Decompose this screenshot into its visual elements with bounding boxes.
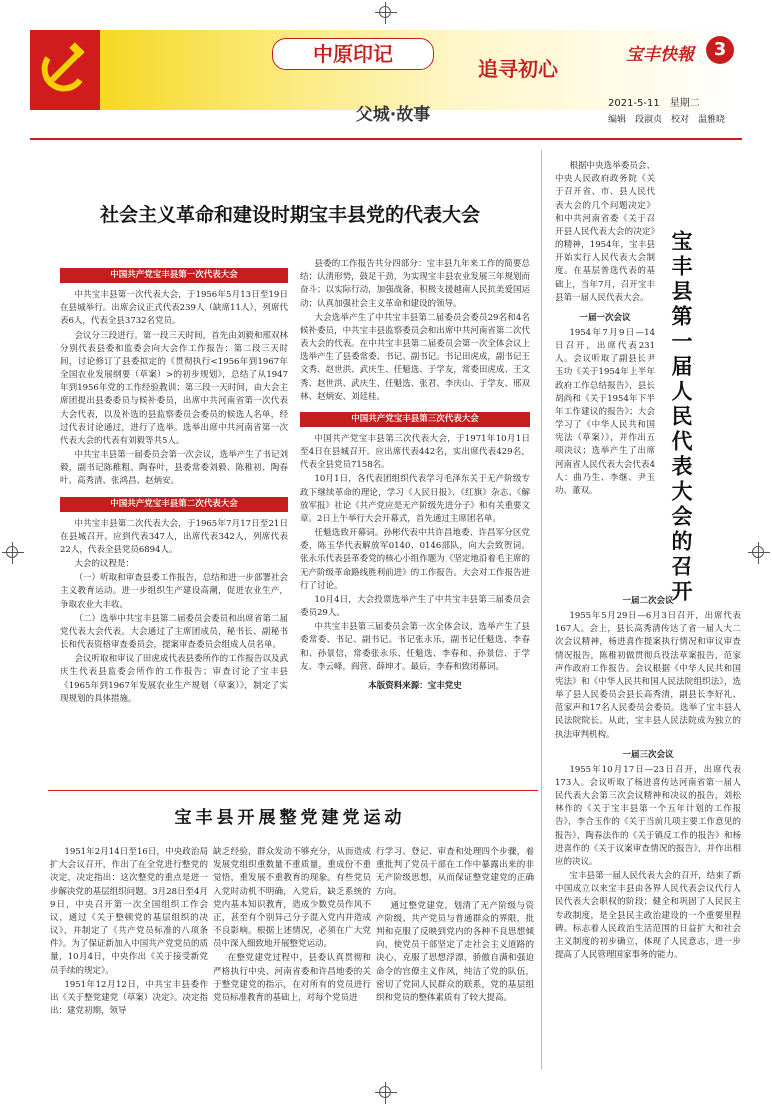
banner-left	[272, 38, 434, 70]
section-title-text: 父城·故事	[355, 105, 431, 125]
paragraph: 在整党建党过程中，县委认真贯彻和严格执行中央、河南省委和许昌地委的关于整党建党的指示，在对所有的党员进行党员标准教育的基础上，对每个党员进	[213, 953, 371, 1003]
banner-right	[450, 54, 586, 84]
page-number-badge	[706, 36, 734, 64]
page-header	[30, 30, 742, 142]
article3-title-text: 宝丰县第一届人民代表大会的召开	[669, 230, 693, 605]
article2-col1	[50, 846, 208, 1019]
paragraph: 行学习、登记、审查和处理四个步骤，着重批判了党员干部在工作中暴露出来的非无产阶级思想，从而保证整党建党的正确方向。	[376, 847, 534, 897]
paragraph: 1951年12月12日，中共宝丰县委作出《关于整党建党（草案）决定》。决定指出：建党初期，领导	[50, 979, 208, 1017]
banner-left-text: 中原印记	[313, 42, 393, 66]
article2-col2	[213, 846, 371, 1006]
article1-col2	[300, 258, 530, 691]
paragraph: 县委的工作报告共分四部分：宝丰县九年来工作的简要总结；认清形势，鼓足干劲，为实现宝丰县农业发展三年规划而奋斗；以实际行动，加强战备，积极支援越南人民抗美爱国运动；认真加强社会主义革命和建设的领导。	[300, 259, 530, 309]
paragraph: 会议听取和审议了田虎成代表县委所作的工作报告以及武庆生代表县监委会所作的工作报告；审查讨论了宝丰县《1965年到1967年发展农业生产规划（草案）》，制定了实现规划的具体措施。	[60, 654, 288, 704]
paragraph: 10月1日，各代表团组织代表学习毛泽东关于无产阶级专政下继续革命的理论，学习《人民日报》、《红旗》杂志、《解放军报》社论《共产党应是无产阶级先进分子》和有关重要文章。2日上午举行大会开幕式，首先通过主席团名单。	[300, 474, 530, 524]
sub3-bar: 中国共产党宝丰县第三次代表大会	[300, 412, 530, 427]
paragraph: （一）听取和审查县委工作报告，总结和进一步部署社会主义教育运动。进一步组织生产建设高潮，促进农业生产，争取农业大丰收。	[60, 573, 288, 610]
banner-right-text: 追寻初心	[478, 57, 558, 81]
paragraph: 中共宝丰县第三届委员会第一次全体会议，选举产生了县委常委、书记、副书记。书记张永乐，副书记任魁选、李春和、孙景信，常委张永乐、任魁选、李春和、孙景信、于学友、李云峰，阎营、薛坤才。最后，李春和致闭幕词。	[300, 622, 530, 672]
page-number: 3	[713, 39, 727, 60]
registration-mark-top	[375, 2, 397, 24]
paragraph: 1954年7月9日—14日召开，出席代表231人。会议听取了副县长尹玉功《关于1954年上半年政府工作总结报告》，县长胡尚和《关于1954年下半年工作建议的报告》；大会学习了《中华人民共和国宪法（草案）》，并作出五项决议；选举产生了出席河南省人民代表大会代表4人：曲乃生、李继、尹玉功、董双。	[555, 327, 655, 496]
registration-mark-bottom	[375, 1082, 397, 1104]
paragraph: 中国共产党宝丰县第三次代表大会，于1971年10月1日至4日在县城召开。应出席代表442名，实出席代表429名，代表全县党员7158名。	[300, 433, 530, 471]
article1-col1	[60, 268, 288, 707]
sub2-bar: 中国共产党宝丰县第二次代表大会	[60, 497, 288, 512]
paragraph: 10月4日，大会投票选举产生了中共宝丰县第三届委员会委员29人。	[300, 594, 530, 619]
s2-heading: 一届二次会议	[622, 596, 674, 606]
paragraph: 根据中央选举委员会、中央人民政府政务院《关于召开省、市、县人民代表大会的几个问题决定》和中共河南省委《关于召开县人民代表大会的决定》的精神，1954年，宝丰县开始实行人民代表大会制度。在基层普选代表的基础上，当年7月，召开宝丰县第一届人民代表大会。	[555, 161, 655, 303]
paper-name: 宝丰快報	[626, 45, 694, 65]
source-line: 本版资料来源：宝丰党史	[368, 680, 462, 691]
section-title	[318, 100, 468, 130]
paragraph: 1955年10月17日—23日召开，出席代表173人。会议听取了杨进喜传达河南省第一届人民代表大会第三次会议精神和决议的报告，刘松林作的《关于宝丰县第一个五年计划的工作报告》，李合玉作的《关于当前几项主要工作意见的报告》，陶春法作的《关于镇反工作的报告》和杨进喜作的《关于议案审查情况的报告》，并作出相应的决议。	[555, 764, 741, 867]
registration-mark-left	[2, 542, 24, 564]
article3-intro	[555, 160, 655, 499]
s1-heading: 一届一次会议	[579, 312, 631, 323]
article3-title	[666, 230, 696, 605]
paragraph: 中共宝丰县第一届委员会第一次会议，选举产生了书记刘毅，副书记陈稚粗、陶春叶，县委常委刘毅、陈稚初、陶春叶、高秀清、张鸿昌、赵炳安。	[60, 450, 288, 487]
paragraph: 中共宝丰县第一次代表大会，于1956年5月13日至19日在县城举行。出席会议正式代表239人（缺席11人），列席代表6人，代表全县3732名党员。	[60, 290, 288, 327]
paragraph: 1951年2月14日至16日，中央政治局扩大会议召开，作出了在全党进行整党的决定，决定指出：这次整党的重点是进一步解决党的基层组织问题。3月28日至4月9日，中央召开第一次全国组织工作会议，通过《关于整顿党的基层组织的决议》，并制定了《共产党员标准的八项条件》。为了保证新加入中国共产党党员的质量，10月4日，中央作出《关于接受新党员手续的规定》。	[50, 847, 208, 976]
article2-col3	[376, 846, 534, 1006]
paragraph: 通过整党建党，划清了无产阶级与资产阶级、共产党员与普通群众的界限，批判和克服了反映到党内的各种不良思想倾向，使党员干部坚定了走社会主义道路的决心，克服了思想浮漂，骄傲自满和强迫命令的官僚主义作风，纯洁了党的队伍，密切了党同人民群众的联系，党的基层组织和党员的整体素质有了较大提高。	[376, 900, 534, 1003]
paragraph: 1955年5月29日—6月3日召开，出席代表167人。会上，县长高秀清传达了省一届人大二次会议精神，杨进喜作提案执行情况和审议审查情况报告，陈稚初做贯彻兵役法草案报告，范家声作政府工作报告。会议根据《中华人民共和国宪法》和《中华人民共和国人民法院组织法》，选举了县人民委员会县长高秀清，副县长李好礼、范家声和17名人民委员会委员。选举了宝丰县人民法院院长。从此，宝丰县人民法院成为独立的执法审判机构。	[555, 611, 741, 740]
editor-line: 编辑 段淑贞 校对 温雅晓	[608, 115, 726, 125]
sub1-bar: 中国共产党宝丰县第一次代表大会	[60, 268, 288, 283]
paragraph: 大会选举产生了中共宝丰县第二届委员会委员29名和4名候补委员，中共宝丰县监察委员会和出席中共河南省第二次代表大会的代表。在中共宝丰县第二届委员会第一次全体会议上选举产生了县委常委、书记、副书记。书记田虎成，副书记王文秀、赵世洪、武庆生、任魁选、于学友，常委田虎成、王文秀、赵世洪、武庆生、任魁选、张君、李庆山、于学友、邢双林、赵炳安、刘廷桂。	[300, 312, 530, 402]
paragraph: 缺乏经验，群众发动不够充分，从而造成发展党组织重数量不重质量，重成份不重觉悟，重发展不重教育的现象。有些党员入党时动机不明确，入党后，缺乏系统的党内基本知识教育，造成少数党员作风不正，甚至有个别异己分子混入党内并造成不良影响。根据上述情况，必须在广大党员中深入细致地开展整党运动。	[213, 847, 371, 950]
article2-title: 宝丰县开展整党建党运动	[174, 808, 406, 828]
right-column-divider	[541, 150, 542, 1070]
paragraph: 任魁选致开幕词。孙彬代表中共许昌地委、许昌军分区党委，陈玉华代表解放军0140、0146部队，向大会致贺词。张永乐代表县革委党的核心小组作题为《坚定地沿着毛主席的无产阶级革命路线胜利前进》的工作报告。大会对工作报告进行了讨论。	[300, 528, 530, 591]
party-emblem-icon	[30, 30, 100, 110]
registration-mark-right	[748, 542, 770, 564]
paragraph: 宝丰县第一届人民代表大会的召开，结束了新中国成立以来宝丰县由各界人民代表会议代行人民代表大会职权的阶段；健全和巩固了人民民主专政制度，是全县民主政治建设的一个重要里程碑。标志着人民政治生活范围的日益扩大和社会主义制度的初步确立，体现了人民意志，进一步提高了人民管理国家事务的能力。	[555, 871, 741, 961]
paragraph: （二）选举中共宝丰县第二届委员会委员和出席省第二届党代表大会代表。大会通过了主席团成员，秘书长、副秘书长和代表资格审查委员会，提案审查委员会组成人员名单。	[60, 613, 288, 651]
s3-heading: 一届三次会议	[622, 749, 674, 760]
article1-title: 社会主义革命和建设时期宝丰县党的代表大会	[99, 204, 480, 226]
paragraph: 大会的议程是：	[74, 559, 134, 570]
date-line: 2021-5-11 星期二	[608, 98, 700, 109]
header-rule	[30, 138, 742, 140]
paragraph: 会议分三段进行。第一段三天时间，首先由刘毅和邢双林分别代表县委和监委会向大会作工作报告；第二段三天时间，讨论修订了县委拟定的《贯彻执行<1956年到1967年全国农业发展纲要（草案）>的初步规划》，总结了从1947年到1956年党的工作经验教训；第三段一天时间，由大会主席团提出县委委员与候补委员，出席中共河南省第一次代表大会代表，以及补选的县监察委员会委员的候选人名单，经过代表讨论通过，进行了选举。选举出席中共河南省第一次代表大会的代表有刘毅等共5人。	[60, 330, 288, 446]
article3-lower	[555, 588, 741, 963]
article2-separator	[48, 790, 538, 791]
paragraph: 中共宝丰县第二次代表大会，于1965年7月17日至21日在县城召开。应到代表347人，出席代表342人，列席代表22人，代表全县党员6894人。	[60, 518, 288, 555]
